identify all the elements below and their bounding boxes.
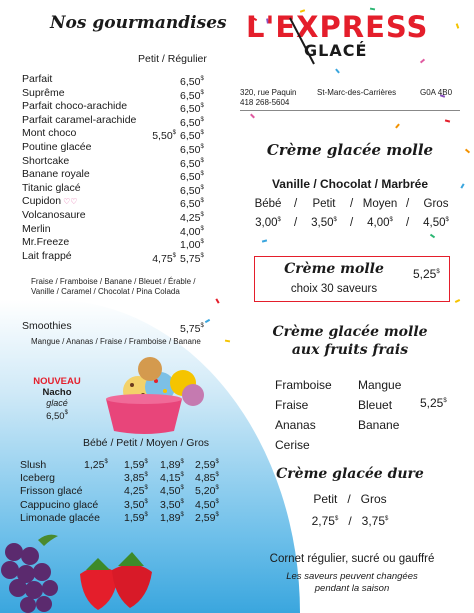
fruit-flavor: Mangue: [358, 378, 402, 392]
drink-name: Cappucino glacé: [20, 498, 99, 511]
menu-item-smoothies: [22, 320, 212, 335]
divider: [240, 110, 460, 111]
menu-item: [22, 249, 212, 265]
box-sub: choix 30 saveurs: [290, 283, 378, 295]
box-title: Crème molle: [284, 261, 384, 277]
drink-price: 2,59$: [195, 511, 219, 524]
drink-price: 2,59$: [195, 459, 219, 471]
menu-item-name: Volcanosaure: [22, 209, 86, 221]
drink-name: Limonade glacée: [20, 511, 100, 524]
menu-item-regular-price: 6,50$: [180, 157, 204, 170]
menu-item-regular-price: 6,50$: [180, 130, 204, 143]
menu-item-regular-price: 6,50$: [180, 89, 204, 102]
menu-item-regular-price: 6,50$: [180, 184, 204, 197]
fruits-illustration: [0, 530, 160, 613]
cornet-note: Cornet régulier, sucré ou gauffré: [269, 553, 435, 565]
molle-flavors: Vanille / Chocolat / Marbrée: [271, 177, 429, 191]
box-price: 5,25$: [413, 267, 440, 281]
fruits-price: 5,25$: [420, 396, 447, 410]
dure-prices: 2,75$ / 3,75$: [311, 514, 389, 528]
menu-item-name: Titanic glacé: [22, 181, 81, 194]
drink-name: Slush: [20, 459, 47, 471]
season-note-line2: pendant la saison: [314, 583, 390, 594]
menu-item-name: Mont choco: [22, 127, 77, 140]
size-label: Gros: [423, 198, 449, 210]
drink-price: 3,50$: [160, 498, 184, 511]
fruit-flavor: Framboise: [275, 378, 332, 392]
menu-item-regular-price: 4,00$: [180, 225, 204, 238]
menu-item-regular-price: 6,50$: [180, 198, 204, 211]
nouveau-item-name: Nacho: [42, 387, 72, 398]
drink-price: 4,15$: [160, 472, 184, 485]
menu-item-petit-price: 5,50$: [152, 130, 176, 143]
menu-item-name: Smoothies: [22, 320, 72, 332]
dure-sizes: Petit / Gros: [313, 492, 387, 506]
menu-item: [22, 113, 212, 129]
menu-item-regular-price: 6,50$: [180, 103, 204, 116]
fruit-flavor: Ananas: [275, 418, 316, 432]
fruit-flavor: Cerise: [275, 438, 310, 452]
drink-price: 3,50$: [124, 498, 148, 511]
separator: /: [350, 217, 354, 229]
drink-price: 4,50$: [160, 485, 184, 498]
separator: /: [350, 198, 354, 210]
menu-item: [22, 195, 212, 211]
drink-price: 1,89$: [160, 459, 184, 471]
ice-cream-bowl-illustration: [98, 355, 210, 435]
drink-price: 1,59$: [124, 459, 148, 471]
creme-molle-box: [254, 256, 450, 302]
menu-item: [22, 168, 212, 184]
menu-item: [22, 86, 212, 102]
nouveau-item-sub: glacé: [46, 398, 68, 408]
drink-price: 1,25$: [84, 459, 108, 471]
menu-item: [22, 100, 212, 116]
menu-item-regular-price: 6,50$: [180, 171, 204, 184]
phone-number: 418 268-5604: [240, 98, 290, 107]
smoothie-flavors: Mangue / Ananas / Fraise / Framboise / Banane: [31, 337, 201, 346]
menu-item-regular-price: 5,75$: [180, 252, 204, 265]
fruits-title: [240, 323, 460, 359]
drinks-size-header: Bébé / Petit / Moyen / Gros: [83, 437, 210, 449]
drink-price: 4,25$: [124, 485, 148, 498]
drink-price: 4,50$: [195, 498, 219, 511]
menu-item-name: Cupidon ♡♡: [22, 195, 78, 208]
left-title: Nos gourmandises: [50, 13, 227, 33]
size-price: 3,50$: [311, 217, 337, 229]
size-price: 4,50$: [423, 217, 449, 229]
menu-item-name: Mr.Freeze: [22, 236, 70, 249]
fruits-list-2: [358, 375, 401, 435]
drink-price: 3,85$: [124, 472, 148, 485]
menu-item: [22, 154, 212, 170]
menu-item: [22, 236, 212, 252]
dure-title: Crème glacée dure: [276, 466, 424, 482]
molle-prices-row: [246, 217, 462, 231]
size-label: Petit: [312, 198, 336, 210]
fruits-list-1: [275, 375, 332, 455]
size-label: Moyen: [362, 198, 398, 210]
menu-item: [22, 222, 212, 238]
petit-regulier-header: Petit / Régulier: [138, 53, 207, 65]
menu-item: [22, 141, 212, 156]
menu-item-name: Banane royale: [22, 168, 90, 181]
address-street: 320, rue Paquin: [240, 88, 297, 97]
menu-item: [22, 73, 212, 88]
fruits-title-line2: aux fruits frais: [291, 342, 409, 358]
drink-price: 1,89$: [160, 511, 184, 524]
address-postal: G0A 4B0: [420, 88, 453, 97]
menu-item: [22, 181, 212, 197]
menu-item: [22, 209, 212, 224]
brand-logo: [246, 12, 466, 72]
size-label: Bébé: [254, 198, 282, 210]
lait-flavors: Fraise / Framboise / Banane / Bleuet / Érable / Vanille / Caramel / Chocolat / Pina Colada: [31, 277, 196, 296]
season-note-line1: Les saveurs peuvent changées: [286, 571, 418, 582]
separator: /: [406, 198, 410, 210]
drink-name: Iceberg: [20, 472, 56, 485]
menu-item-regular-price: 5,75$: [180, 323, 204, 335]
fruit-flavor: Banane: [358, 418, 400, 432]
nouveau-badge: [28, 377, 86, 429]
menu-item-name: Suprême: [22, 86, 65, 99]
address-block: [240, 88, 297, 108]
molle-sizes-row: [246, 198, 462, 212]
nouveau-price: 6,50$: [46, 410, 68, 422]
molle-title: Crème glacée molle: [266, 141, 434, 159]
menu-item-petit-price: 4,75$: [152, 252, 176, 265]
menu-item-name: Merlin: [22, 222, 51, 235]
drink-price: 4,85$: [195, 472, 219, 485]
heart-icon: ♡♡: [63, 197, 78, 207]
separator: /: [294, 198, 298, 210]
nouveau-label: NOUVEAU: [33, 376, 81, 387]
drink-name: Frisson glacé: [20, 485, 83, 498]
menu-item-regular-price: 4,25$: [180, 212, 204, 224]
logo-x-mark: [246, 12, 466, 72]
menu-item-name: Parfait choco-arachide: [22, 100, 128, 113]
menu-item-regular-price: 6,50$: [180, 144, 204, 156]
menu-item-regular-price: 1,00$: [180, 239, 204, 252]
menu-item: [22, 127, 212, 143]
fruit-flavor: Fraise: [275, 398, 309, 412]
address-city: St-Marc-des-Carrières: [317, 88, 397, 97]
season-note: [240, 571, 464, 595]
menu-item-name: Lait frappé: [22, 249, 72, 262]
menu-item-name: Poutine glacée: [22, 141, 92, 153]
size-price: 4,00$: [367, 217, 393, 229]
logo-main-text: L'EXPRESS: [246, 10, 429, 44]
separator: /: [406, 217, 410, 229]
menu-item-name: Parfait: [22, 73, 53, 85]
menu-item-regular-price: 6,50$: [180, 116, 204, 129]
fruit-flavor: Bleuet: [358, 398, 393, 412]
drink-price: 5,20$: [195, 485, 219, 498]
menu-item-regular-price: 6,50$: [180, 76, 204, 88]
menu-item-name: Parfait caramel-arachide: [22, 113, 137, 126]
drink-price: 1,59$: [124, 511, 148, 524]
menu-item-name: Shortcake: [22, 154, 70, 167]
fruits-title-line1: Crème glacée molle: [272, 324, 428, 340]
separator: /: [294, 217, 298, 229]
size-price: 3,00$: [255, 217, 281, 229]
logo-sub-text: GLACÉ: [304, 41, 368, 60]
